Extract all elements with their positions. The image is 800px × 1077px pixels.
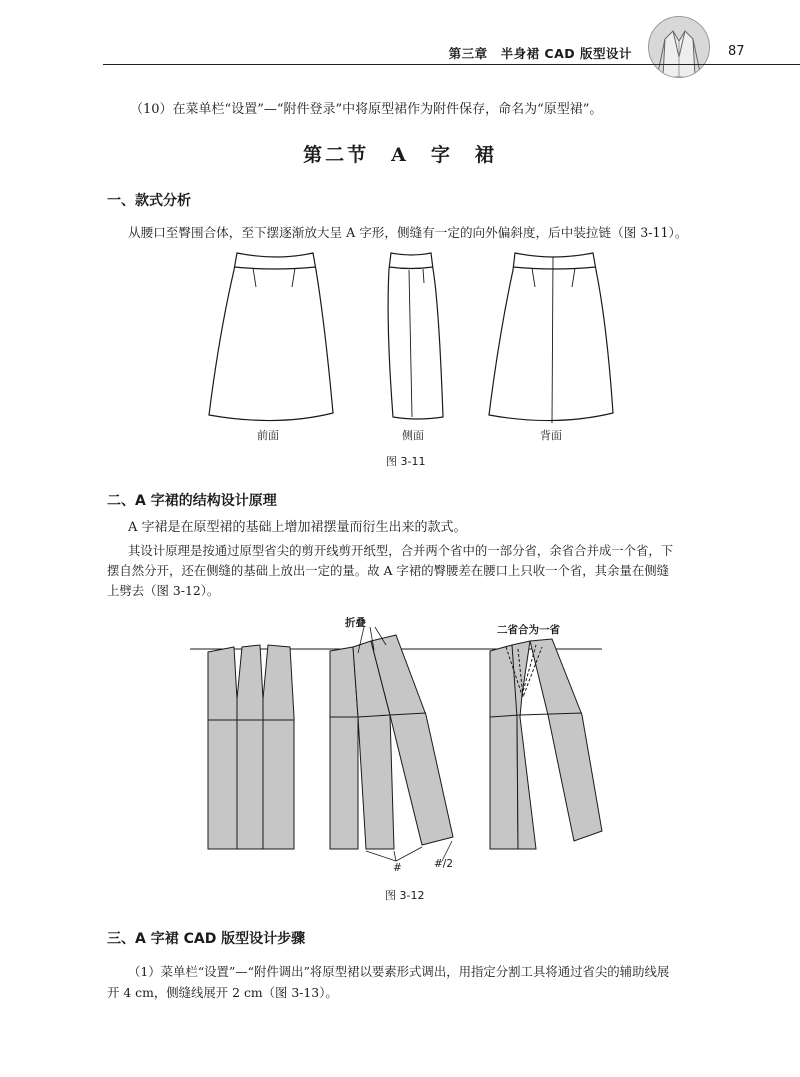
heading-style-analysis: 一、款式分析 xyxy=(107,193,191,209)
page-header xyxy=(0,0,800,80)
label-hash-half: #/2 xyxy=(434,858,454,870)
paragraph-principle-intro: A 字裙是在原型裙的基础上增加裙摆量而衍生出来的款式。 xyxy=(128,520,467,535)
figure-skirt-views xyxy=(195,245,635,445)
paragraph-style-description: 从腰口至臀围合体，至下摆逐渐放大呈 A 字形，侧缝有一定的向外偏斜度，后中装拉链（图 3-11）。 xyxy=(128,225,688,240)
figure-caption-3-11: 图 3-11 xyxy=(386,455,426,468)
paragraph-principle-line2: 摆自然分开，还在侧缝的基础上放出一定的量。故 A 字裙的臀腰差在腰口上只收一个省，其余量在侧缝 xyxy=(107,563,670,578)
label-side: 侧面 xyxy=(402,429,424,442)
label-hash: # xyxy=(393,862,402,874)
jacket-icon xyxy=(648,16,710,78)
header-rule xyxy=(103,64,800,65)
heading-design-principle: 二、A 字裙的结构设计原理 xyxy=(107,493,277,509)
paragraph-principle-line3: 上劈去（图 3-12）。 xyxy=(107,583,220,598)
paragraph-step-1-line1: （1）菜单栏“设置”—“附件调出”将原型裙以要素形式调出，用指定分割工具将通过省尖的辅助线展 xyxy=(128,964,670,979)
paragraph-step-1-line2: 开 4 cm，侧缝线展开 2 cm（图 3-13）。 xyxy=(107,985,338,1000)
skirt-front-view xyxy=(209,253,333,421)
label-merge-darts: 二省合为一省 xyxy=(497,624,560,636)
label-fold: 折叠 xyxy=(345,617,366,629)
skirt-back-view xyxy=(489,253,613,423)
label-front: 前面 xyxy=(257,429,279,442)
heading-cad-steps: 三、A 字裙 CAD 版型设计步骤 xyxy=(107,931,306,947)
section-title: 第二节 A 字 裙 xyxy=(303,144,497,166)
pattern-merged xyxy=(490,639,602,849)
figure-pattern-slash-spread xyxy=(190,605,620,885)
pattern-original xyxy=(208,645,294,849)
pattern-spread xyxy=(330,635,453,849)
label-back: 背面 xyxy=(540,429,562,442)
page-number: 87 xyxy=(728,44,745,59)
chapter-title: 第三章 半身裙 CAD 版型设计 xyxy=(448,46,632,61)
skirt-side-view xyxy=(388,253,443,419)
paragraph-step-10: （10）在菜单栏“设置”—“附件登录”中将原型裙作为附件保存，命名为“原型裙”。 xyxy=(130,102,603,117)
paragraph-principle-line1: 其设计原理是按通过原型省尖的剪开线剪开纸型，合并两个省中的一部分省，余省合并成一个省，下 xyxy=(128,543,674,558)
figure-caption-3-12: 图 3-12 xyxy=(385,889,425,902)
